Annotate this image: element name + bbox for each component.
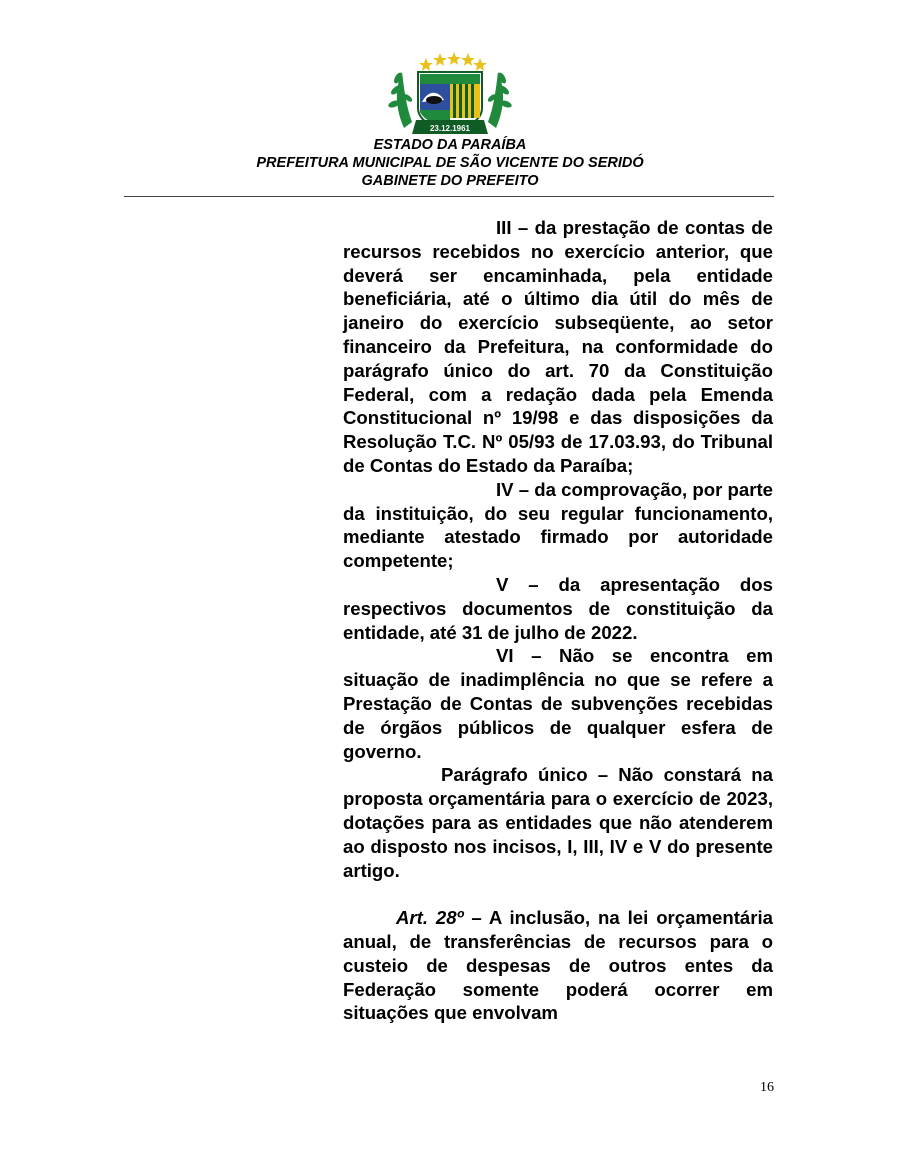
article-28 [343,906,773,1025]
article-28-label: Art. 28º [396,907,464,929]
ribbon-date-text: 23.12.1961 [429,124,471,133]
left-branch [387,71,413,128]
article-28-text: – A inclusão, na lei orçamentária anual, de transferências de recursos para o custeio de despesas de outros entes da Federação somente poderá ocorrer em situações que envolvam [343,907,773,1024]
inciso-vi: VI – Não se encontra em situação de inadimplência no que se refere a Prestação de Contas de subvenções recebidas de órgãos públicos de qualquer esfera de governo. [343,645,773,762]
page-number: 16 [760,1080,774,1095]
header-state: ESTADO DA PARAÍBA [373,137,527,153]
document-body [343,216,773,1025]
right-branch [487,71,513,128]
document-header [0,136,900,190]
inciso-iii: III – da prestação de contas de recursos recebidos no exercício anterior, que deverá ser encaminhada, pela entidade beneficiária, até o último dia útil do mês de janeiro do exercício subseqüente, ao setor financeiro da Prefeitura, na conformidade do parágrafo único do art. 70 da Constituição Federal, com a redação dada pela Emenda Constitucional nº 19/98 e das disposições da Resolução T.C. Nº 05/93 de 17.03.93, do Tribunal de Contas do Estado da Paraíba; [343,217,773,476]
paragrafo-unico: Parágrafo único – Não constará na proposta orçamentária para o exercício de 2023, dotações para as entidades que não atenderem ao disposto nos incisos, I, III, IV e V do presente artigo. [343,764,773,881]
date-ribbon [412,120,488,134]
paragraph-gap [343,882,773,906]
header-office: GABINETE DO PREFEITO [361,173,539,189]
municipal-crest-logo [382,50,518,136]
crest-stars [419,52,487,71]
inciso-v: V – da apresentação dos respectivos documentos de constituição da entidade, até 31 de julho de 2022. [343,573,773,643]
header-divider [124,196,774,197]
inciso-iv: IV – da comprovação, por parte da instituição, do seu regular funcionamento, mediante atestado firmado por autoridade competente; [343,478,773,572]
header-municipality: PREFEITURA MUNICIPAL DE SÃO VICENTE DO SERIDÓ [256,155,644,171]
